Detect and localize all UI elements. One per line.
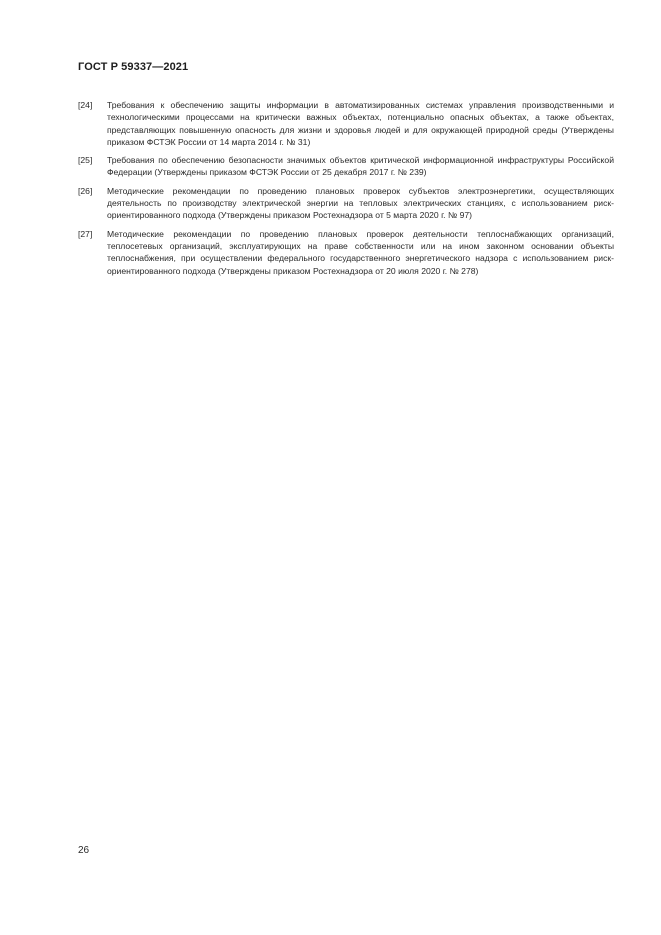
reference-text: Методические рекомендации по проведению плановых проверок субъектов электроэнергетики, осуществляющих деятельность по производству электрической энергии на тепловых электрических станциях, с использованием риск-ориентированного подхода (Утверждены приказом Ростехнадзора от 5 марта 2020 г. № 97) [107,185,614,221]
reference-item [78,185,614,222]
reference-text: Требования к обеспечению защиты информации в автоматизированных системах управления производственными и технологическими процессами на критически важных объектах, потенциально опасных объектах, а также объектах, представляющих повышенную опасность для жизни и здоровья людей и для окружающей природной среды (Утверждены приказом ФСТЭК России от 14 марта 2014 г. № 31) [107,100,614,147]
reference-item [78,154,614,179]
reference-item [78,228,614,277]
reference-text: Требования по обеспечению безопасности значимых объектов критической информационной инфраструктуры Российской Федерации (Утверждены приказом ФСТЭК России от 25 декабря 2017 г. № 239) [107,155,614,178]
reference-number: [27] [78,228,93,239]
reference-number: [24] [78,100,93,110]
reference-number: [26] [78,185,93,196]
page-number: 26 [78,845,90,856]
document-header: ГОСТ Р 59337—2021 [78,61,189,73]
bibliography-list [78,99,614,283]
reference-text: Методические рекомендации по проведению плановых проверок деятельности теплоснабжающих организаций, теплосетевых организаций, эксплуатирующих на праве собственности или на ином законном основании объекты теплоснабжения, при осуществлении федерального государственного энергетического надзора с использованием риск-ориентированного подхода (Утверждены приказом Ростехнадзора от 20 июля 2020 г. № 278) [107,228,614,276]
reference-item [78,99,614,148]
reference-number: [25] [78,155,93,166]
